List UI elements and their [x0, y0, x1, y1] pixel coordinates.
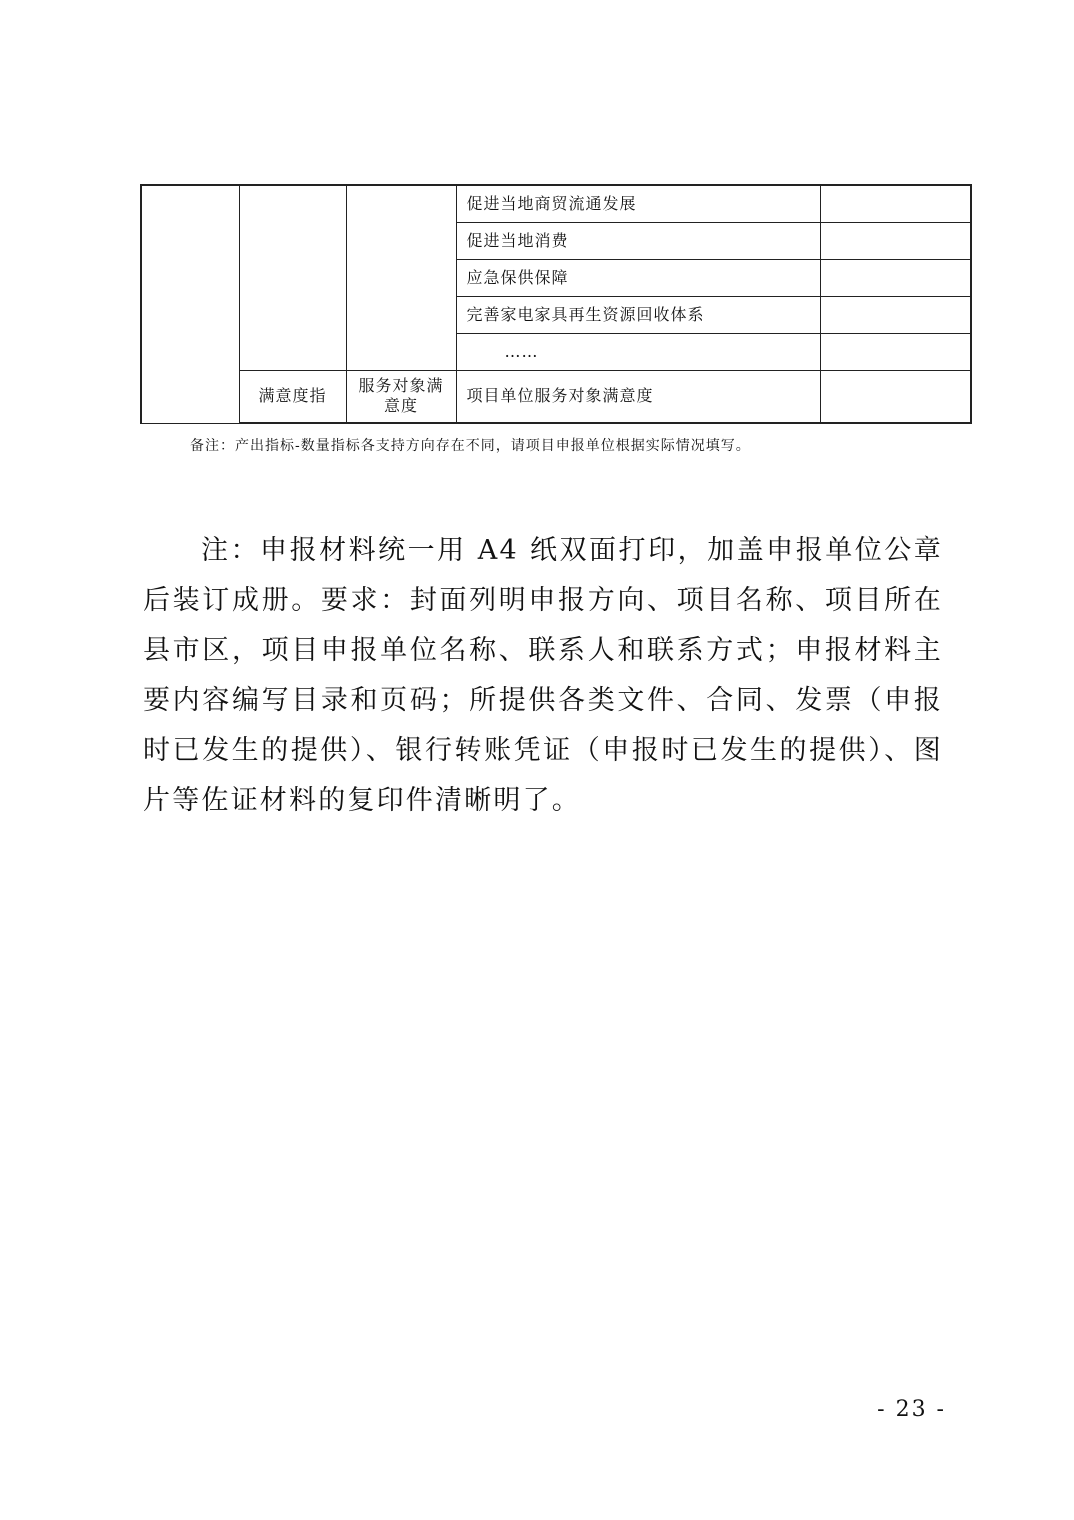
value-cell — [820, 185, 971, 222]
indicator-cell: 项目单位服务对象满意度 — [456, 370, 820, 423]
note-paragraph: 注：申报材料统一用 A4 纸双面打印，加盖申报单位公章后装订成册。要求：封面列明申报方向、项目名称、项目所在县市区，项目申报单位名称、联系人和联系方式；申报材料主要内容编写目录和页码；所提供各类文件、合同、发票（申报时已发生的提供）、银行转账凭证（申报时已发生的提供）、图片等佐证材料的复印件清晰明了。 — [143, 535, 943, 816]
table-footnote: 备注：产出指标-数量指标各支持方向存在不同，请项目申报单位根据实际情况填写。 — [190, 438, 751, 454]
indicator-cell: 促进当地消费 — [456, 222, 820, 259]
indicator-cell-ellipsis: …… — [456, 333, 820, 370]
value-cell — [820, 222, 971, 259]
indicator-cell: 完善家电家具再生资源回收体系 — [456, 296, 820, 333]
value-cell — [820, 296, 971, 333]
indicator-cell: 促进当地商贸流通发展 — [456, 185, 820, 222]
value-cell — [820, 259, 971, 296]
satisfaction-level2-cell: 服务对象满意度 — [346, 370, 456, 423]
page-number: - 23 - — [877, 1397, 946, 1422]
category-cell — [141, 185, 239, 423]
level2-cell — [346, 185, 456, 370]
table-row — [141, 185, 971, 222]
indicator-table — [140, 184, 972, 424]
level1-cell — [239, 185, 346, 370]
table-row — [141, 370, 971, 423]
indicator-cell: 应急保供保障 — [456, 259, 820, 296]
satisfaction-level1-cell: 满意度指 — [239, 370, 346, 423]
value-cell — [820, 370, 971, 423]
value-cell — [820, 333, 971, 370]
